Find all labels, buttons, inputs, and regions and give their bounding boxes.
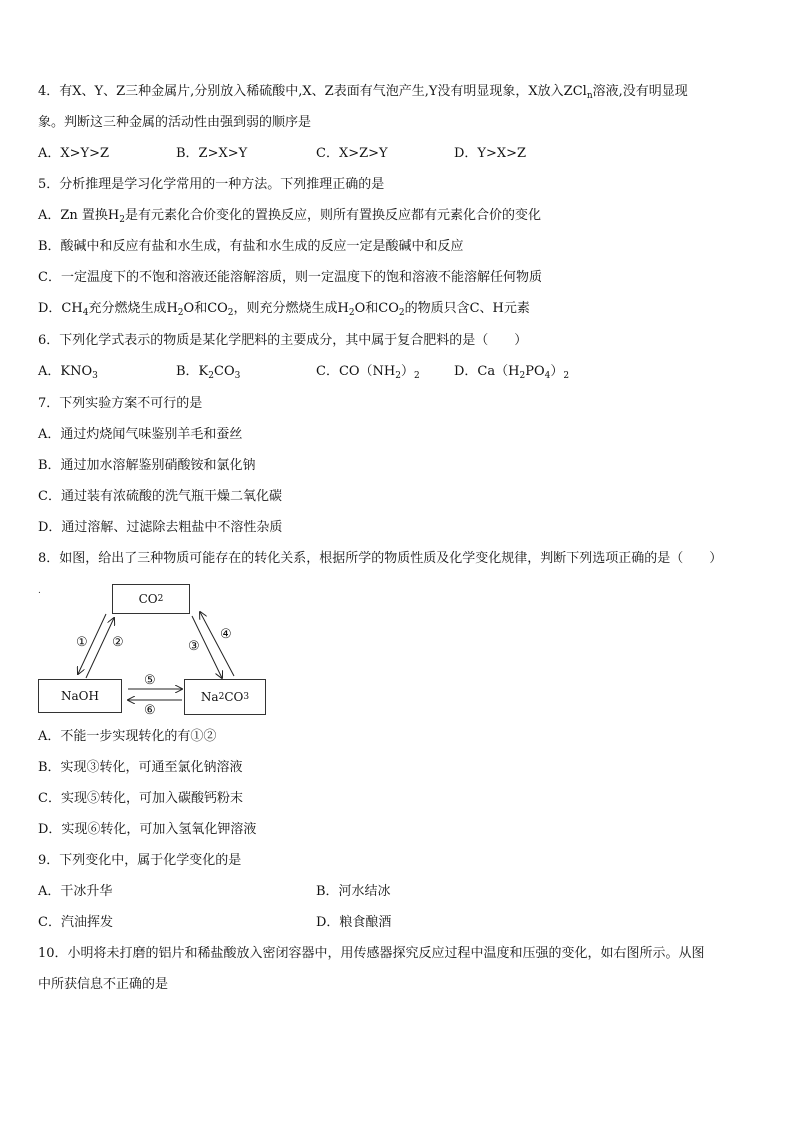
q10-stem-line2: 中所获信息不正确的是 [38, 977, 169, 992]
q4-option-d: D．Y>X>Z [454, 146, 527, 161]
q6-option-b: B．$K_2CO_3$ [176, 364, 241, 381]
q8-option-d: D．实现⑥转化，可加入氢氧化钾溶液 [38, 822, 257, 837]
q5-option-a: A．Zn 置换$H_2$是有元素化合价变化的置换反应，则所有置换反应都有元素化合价的变化 [38, 208, 542, 225]
q4-text-a: 4．有X、Y、Z三种金属片,分别放入稀硫酸中,X、Z表面有气泡产生,Y没有明显现象，X放入ZCl [38, 84, 587, 99]
q4-option-a: A．X>Y>Z [38, 146, 110, 161]
q9-stem: 9．下列变化中，属于化学变化的是 [38, 853, 242, 868]
q6-option-d: D．$Ca(H_2PO_4)_2$ [454, 364, 570, 381]
q7-option-a: A．通过灼烧闻气味鉴别羊毛和蚕丝 [38, 427, 243, 442]
q7-option-c: C．通过装有浓硫酸的洗气瓶干燥二氧化碳 [38, 489, 282, 504]
q9-option-a: A．干冰升华 [38, 884, 113, 899]
q4-option-c: C．X>Z>Y [316, 146, 388, 161]
q9-option-d: D．粮食酿酒 [316, 915, 392, 930]
q4-option-b: B．Z>X>Y [176, 146, 248, 161]
q6-option-a: A．$KNO_3$ [38, 364, 98, 381]
label-3: ③ [188, 639, 200, 654]
box-co2: CO 2 [112, 584, 190, 614]
q4-stem-line2: 象。判断这三种金属的活动性由强到弱的顺序是 [38, 115, 312, 130]
q7-option-b: B．通过加水溶解鉴别硝酸铵和氯化钠 [38, 458, 256, 473]
q8-stray-dot: . [38, 586, 41, 596]
q4-subscript: n [586, 91, 593, 101]
q5-option-d: D．$CH_4$充分燃烧生成$H_2O$和$CO_2$，则充分燃烧生成$H_2O$和$CO_2$的物质只含C、H元素 [38, 301, 530, 318]
q6-option-c: C．$CO(NH_2)_2$ [316, 364, 420, 381]
q5-option-b: B．酸碱中和反应有盐和水生成，有盐和水生成的反应一定是酸碱中和反应 [38, 239, 464, 254]
q9-option-c: C．汽油挥发 [38, 915, 113, 930]
q8-option-c: C．实现⑤转化，可加入碳酸钙粉末 [38, 791, 243, 806]
label-1: ① [76, 635, 88, 650]
label-4: ④ [220, 627, 232, 642]
q9-option-b: B．河水结冰 [316, 884, 391, 899]
q5-stem: 5．分析推理是学习化学常用的一种方法。下列推理正确的是 [38, 177, 385, 192]
q7-stem: 7．下列实验方案不可行的是 [38, 396, 203, 411]
q4-text-b: 溶液,没有明显现 [592, 84, 688, 99]
q6-stem: 6．下列化学式表示的物质是某化学肥料的主要成分，其中属于复合肥料的是（ ） [38, 333, 528, 348]
q8-option-b: B．实现③转化，可通至氯化钠溶液 [38, 760, 243, 775]
q10-stem-line1: 10．小明将未打磨的铝片和稀盐酸放入密闭容器中，用传感器探究反应过程中温度和压强的变化，如右图所示。从图 [38, 946, 705, 961]
q7-option-d: D．通过溶解、过滤除去粗盐中不溶性杂质 [38, 520, 283, 535]
label-6: ⑥ [144, 703, 156, 718]
label-2: ② [112, 635, 124, 650]
box-naoh: NaOH [38, 679, 122, 713]
q8-stem: 8．如图，给出了三种物质可能存在的转化关系，根据所学的物质性质及化学变化规律，判断下列选项正确的是（ ） [38, 551, 723, 566]
q8-option-a: A．不能一步实现转化的有①② [38, 729, 217, 744]
box-na2co3: Na 2 CO 3 [184, 679, 266, 715]
q5-option-c: C．一定温度下的不饱和溶液还能溶解溶质，则一定温度下的饱和溶液不能溶解任何物质 [38, 270, 542, 285]
label-5: ⑤ [144, 673, 156, 688]
